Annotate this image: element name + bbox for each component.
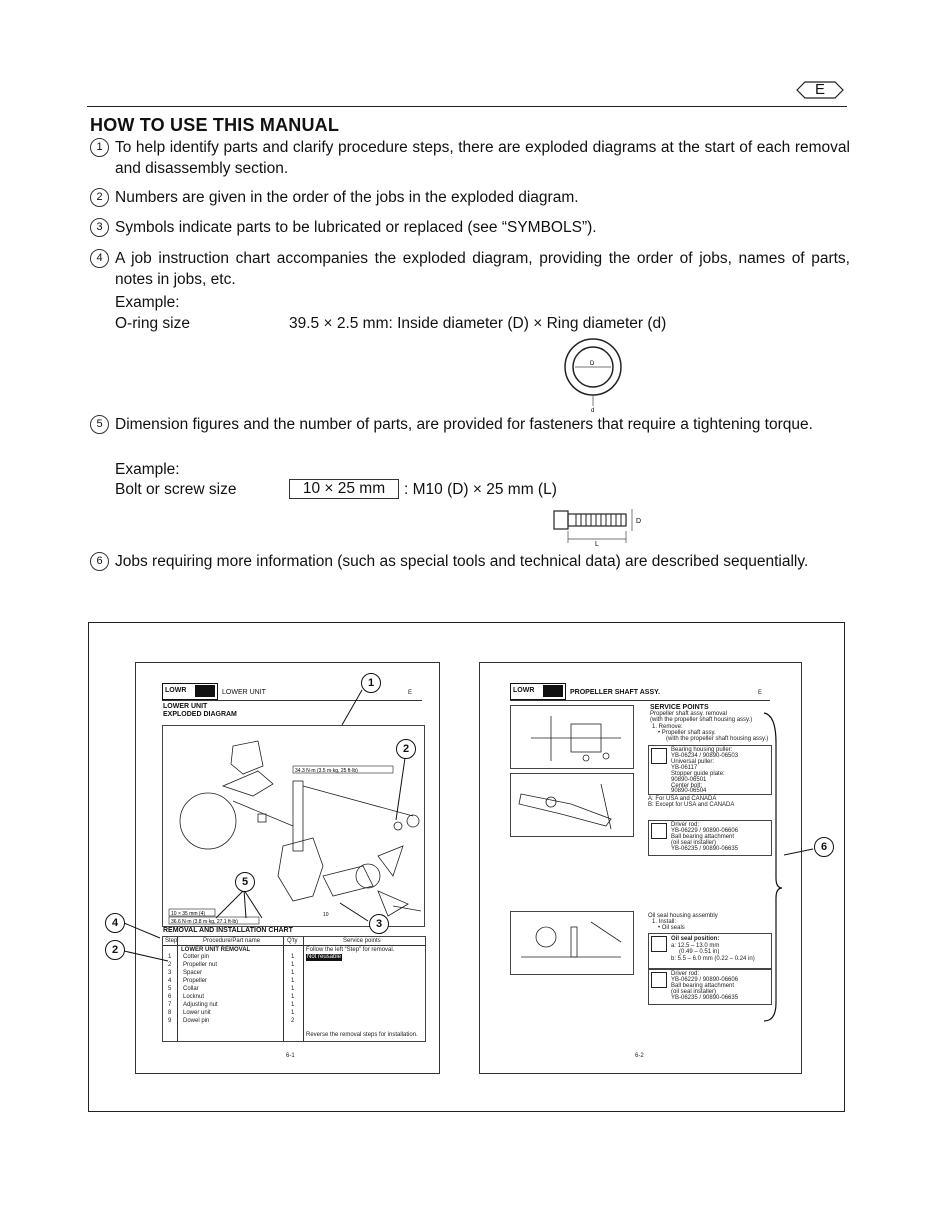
col-qty: Q'ty [287, 938, 298, 944]
callout-2-bottom: 2 [105, 940, 125, 960]
row-part-name: Cotter pin [183, 954, 210, 960]
item-text: Dimension figures and the number of parts, are provided for fasteners that require a tightening torque. [115, 416, 813, 433]
callout-6: 6 [814, 837, 834, 857]
tool-line: (oil seal installer) [671, 840, 717, 846]
bolt-D-label: D [636, 518, 642, 525]
row-step: 6 [168, 994, 172, 1000]
tool-line: Stopper guide plate: [671, 771, 725, 777]
row-qty: 1 [291, 994, 295, 1000]
bolt-size-spec: : M10 (D) × 25 mm (L) [404, 481, 557, 498]
row-part-name: Locknut [183, 994, 205, 1000]
row-part-name: Spacer [183, 970, 203, 976]
row-qty: 1 [291, 1010, 295, 1016]
tool-line: Ball bearing attachment [671, 834, 735, 840]
section-code: LOWR [165, 687, 187, 694]
item-number: 4 [90, 249, 109, 268]
sp-line: Propeller shaft assy. removal [650, 711, 727, 717]
row-part-name: Dowel pin [183, 1018, 210, 1024]
section-title: LOWER UNIT [222, 689, 266, 696]
row-part-name: Propeller nut [183, 962, 218, 968]
group-note: Follow the left “Step” for removal. [306, 947, 395, 953]
item-text: A job instruction chart accompanies the exploded diagram, providing the order of jobs, names of parts, notes in jobs, etc. [115, 250, 850, 288]
tool-line: Driver rod: [671, 822, 700, 828]
col-step: Step [165, 938, 178, 944]
sp-line: 1. Remove: [652, 724, 683, 730]
lang-mark: E [758, 690, 763, 696]
item-number: 5 [90, 415, 109, 434]
example-label-2: Example: [115, 461, 180, 478]
page-number: 6-1 [286, 1053, 295, 1059]
oil-seal-title: Oil seal housing assembly [648, 913, 718, 919]
row-qty: 1 [291, 954, 295, 960]
section-title: PROPELLER SHAFT ASSY. [570, 689, 660, 696]
row-step: 2 [168, 962, 172, 968]
row-part-name: Collar [183, 986, 199, 992]
item-number: 3 [90, 218, 109, 237]
row-qty: 1 [291, 970, 295, 976]
sp-line: • Propeller shaft assy. [658, 730, 716, 736]
callout-3: 3 [369, 914, 389, 934]
tool-line: YB-06229 / 90890-06606 [671, 977, 739, 983]
part-number-label: 10 [323, 912, 329, 918]
item-text: To help identify parts and clarify procedure steps, there are exploded diagrams at the start of each removal and disassembly section. [115, 139, 850, 177]
tool-line: Bearing housing puller: [671, 747, 733, 753]
tool-line: YB-06117 [671, 765, 698, 771]
tool-line: Driver rod: [671, 971, 700, 977]
sp-line: (with the propeller shaft housing assy.) [666, 736, 769, 742]
oring-size-spec: 39.5 × 2.5 mm: Inside diameter (D) × Ring diameter (d) [289, 315, 667, 332]
note-b: B: Except for USA and CANADA [648, 802, 735, 808]
page-number: 6-2 [635, 1053, 644, 1059]
spec-line: (0.49 – 0.51 in) [679, 949, 720, 955]
not-reusable-badge: Not reusable [307, 954, 342, 960]
callout-4: 4 [105, 913, 125, 933]
tool-line: YB-06235 / 90890-06635 [671, 995, 739, 1001]
spec-line: a: 12.5 – 13.0 mm [671, 943, 720, 949]
col-proc: Procedure/Part name [203, 938, 261, 944]
oring-size-label: O-ring size [115, 315, 190, 332]
col-points: Service points [343, 938, 381, 944]
tool-line: (oil seal installer) [671, 989, 717, 995]
item-text: Jobs requiring more information (such as special tools and technical data) are described sequentially. [115, 553, 809, 570]
row-qty: 1 [291, 986, 295, 992]
language-letter: E [814, 81, 825, 98]
section-code: LOWR [513, 687, 535, 694]
install-item: • Oil seals [658, 925, 685, 931]
tool-line: YB-06229 / 90890-06606 [671, 828, 739, 834]
row-qty: 1 [291, 1002, 295, 1008]
row-qty: 1 [291, 962, 295, 968]
tool-line: Center bolt: [671, 783, 703, 789]
reverse-note: Reverse the removal steps for installation. [306, 1032, 418, 1038]
row-qty: 1 [291, 978, 295, 984]
row-step: 3 [168, 970, 172, 976]
callout-1: 1 [361, 673, 381, 693]
oring-d-label: d [591, 408, 595, 414]
item-number: 2 [90, 188, 109, 207]
tool-line: Ball bearing attachment [671, 983, 735, 989]
tool-line: 90890-06504 [671, 788, 707, 794]
row-step: 8 [168, 1010, 172, 1016]
chart-title: REMOVAL AND INSTALLATION CHART [163, 927, 293, 934]
heading-2: EXPLODED DIAGRAM [163, 711, 237, 718]
callout-5: 5 [235, 872, 255, 892]
bolt-L-label: L [595, 541, 599, 547]
torque-spec-bottom: 36.6 N·m (3.8 m·kg, 27.1 ft·lb) [171, 919, 238, 925]
item-text: Numbers are given in the order of the jobs in the exploded diagram. [115, 189, 579, 206]
bolt-size-tag: 10 × 35 mm (4) [171, 911, 206, 917]
lang-mark: E [408, 690, 413, 696]
note-a: A: For USA and CANADA [648, 796, 717, 802]
install-step: 1. Install: [652, 919, 677, 925]
bolt-size-box: 10 × 25 mm [289, 479, 399, 499]
row-part-name: Adjusting nut [183, 1002, 218, 1008]
example-label: Example: [115, 294, 180, 311]
tool-line: YB-06235 / 90890-06635 [671, 846, 739, 852]
item-number: 1 [90, 138, 109, 157]
heading-1: LOWER UNIT [163, 703, 208, 710]
callout-2-top: 2 [396, 739, 416, 759]
tool-line: Universal puller: [671, 759, 715, 765]
row-step: 9 [168, 1018, 172, 1024]
row-part-name: Lower unit [183, 1010, 211, 1016]
row-step: 5 [168, 986, 172, 992]
row-part-name: Propeller [183, 978, 208, 984]
tool-line: 90890-06501 [671, 777, 707, 783]
spec-line: b: 5.5 – 6.0 mm (0.22 – 0.24 in) [671, 956, 755, 962]
group-title: LOWER UNIT REMOVAL [181, 947, 251, 953]
row-qty: 2 [291, 1018, 295, 1024]
spec-line: Oil seal position: [671, 936, 720, 942]
sp-line: (with the propeller shaft housing assy.) [650, 717, 753, 723]
bolt-size-label: Bolt or screw size [115, 481, 237, 498]
row-step: 7 [168, 1002, 172, 1008]
row-step: 4 [168, 978, 172, 984]
service-points-title: SERVICE POINTS [650, 704, 709, 711]
torque-spec-top: 34.3 N·m (3.5 m·kg, 25 ft·lb) [295, 768, 358, 774]
item-text: Symbols indicate parts to be lubricated or replaced (see “SYMBOLS”). [115, 219, 597, 236]
item-number: 6 [90, 552, 109, 571]
tool-line: YB-06234 / 90890-06503 [671, 753, 739, 759]
oring-D-label: D [590, 361, 595, 367]
row-step: 1 [168, 954, 172, 960]
page-title: HOW TO USE THIS MANUAL [90, 115, 340, 135]
